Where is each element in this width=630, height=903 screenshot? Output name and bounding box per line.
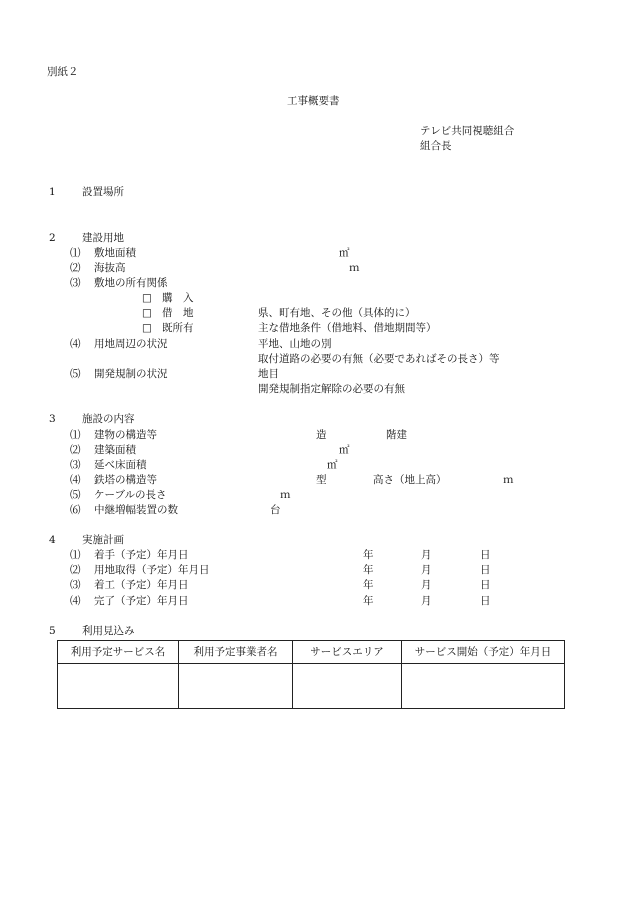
s4-item-2-label: 用地取得（予定）年月日 (94, 564, 210, 576)
checkbox-lease[interactable]: □ (142, 307, 152, 319)
s3-item-1-number: ⑴ (70, 429, 81, 441)
attachment-label: 別紙２ (47, 66, 79, 78)
s3-item-5-unit: ｍ (280, 489, 291, 501)
s3-item-3-unit: ㎡ (327, 459, 338, 471)
ownership-lease-note: 県、町有地、その他（具体的に） (258, 307, 416, 319)
s2-item-5-note-1: 地目 (258, 368, 279, 380)
s2-item-3-number: ⑶ (70, 277, 81, 289)
section-1-number: 1 (49, 186, 56, 198)
checkbox-purchase[interactable]: □ (142, 292, 152, 304)
s2-item-3-label: 敷地の所有関係 (94, 277, 168, 289)
s2-item-2-label: 海抜高 (94, 262, 126, 274)
s2-item-5-label: 開発規制の状況 (94, 368, 168, 380)
s3-item-2-unit: ㎡ (339, 444, 350, 456)
s4-item-3-number: ⑶ (70, 579, 81, 591)
usage-table-cell-start-date[interactable] (402, 664, 565, 709)
s4-item-4-number: ⑷ (70, 595, 81, 607)
usage-table (57, 640, 565, 709)
usage-table-cell-operator-name[interactable] (179, 664, 293, 709)
s3-item-2-label: 建築面積 (94, 444, 136, 456)
applicant-title: 組合長 (420, 140, 452, 152)
s4-item-2-number: ⑵ (70, 564, 81, 576)
ownership-owned-label: 既所有 (162, 322, 194, 334)
section-2-number: 2 (49, 232, 56, 244)
section-4-heading: 実施計画 (82, 534, 124, 546)
s4-item-4-day: 日 (480, 595, 491, 607)
usage-table-header-row (58, 641, 565, 664)
s2-item-4-note-2: 取付道路の必要の有無（必要であればその長さ）等 (258, 353, 500, 365)
section-4-number: 4 (49, 534, 56, 546)
s4-item-4-label: 完了（予定）年月日 (94, 595, 189, 607)
usage-table-row (58, 664, 565, 709)
s3-item-4-unit-c: ｍ (503, 474, 514, 486)
s3-item-1-unit-b: 階建 (386, 429, 407, 441)
s4-item-4-year: 年 (363, 595, 374, 607)
s4-item-2-day: 日 (480, 564, 491, 576)
ownership-lease-label: 借 地 (162, 307, 194, 319)
applicant-name: テレビ共同視聴組合 (420, 125, 515, 137)
s3-item-4-label: 鉄塔の構造等 (94, 474, 157, 486)
s4-item-4-month: 月 (421, 595, 432, 607)
s4-item-2-year: 年 (363, 564, 374, 576)
ownership-owned-note: 主な借地条件（借地料、借地期間等） (258, 322, 437, 334)
s2-item-2-unit: ｍ (349, 262, 360, 274)
checkbox-owned[interactable]: □ (142, 322, 152, 334)
s3-item-6-number: ⑹ (70, 504, 81, 516)
usage-table-header-start-date: サービス開始（予定）年月日 (402, 641, 565, 664)
section-1-heading: 設置場所 (82, 186, 124, 198)
document-title: 工事概要書 (287, 95, 340, 107)
s3-item-6-unit: 台 (270, 504, 281, 516)
section-3-number: 3 (49, 413, 56, 425)
s4-item-3-label: 着工（予定）年月日 (94, 579, 189, 591)
section-5-number: 5 (49, 625, 56, 637)
usage-table-header-operator-name: 利用予定事業者名 (179, 641, 293, 664)
section-2-heading: 建設用地 (82, 232, 124, 244)
s2-item-5-number: ⑸ (70, 368, 81, 380)
s2-item-1-unit: ㎡ (339, 247, 350, 259)
s4-item-3-month: 月 (421, 579, 432, 591)
section-3-heading: 施設の内容 (82, 413, 135, 425)
s3-item-1-unit-a: 造 (316, 429, 327, 441)
s3-item-4-unit-a: 型 (316, 474, 327, 486)
section-5-heading: 利用見込み (82, 625, 135, 637)
s4-item-3-day: 日 (480, 579, 491, 591)
s4-item-1-day: 日 (480, 549, 491, 561)
s4-item-3-year: 年 (363, 579, 374, 591)
s2-item-1-label: 敷地面積 (94, 247, 136, 259)
s3-item-4-number: ⑷ (70, 474, 81, 486)
s3-item-1-label: 建物の構造等 (94, 429, 157, 441)
s2-item-2-number: ⑵ (70, 262, 81, 274)
usage-table-cell-service-name[interactable] (58, 664, 179, 709)
usage-table-header-service-area: サービスエリア (293, 641, 402, 664)
s3-item-6-label: 中継増幅装置の数 (94, 504, 178, 516)
s2-item-1-number: ⑴ (70, 247, 81, 259)
s3-item-4-unit-b: 高さ（地上高） (373, 474, 447, 486)
s3-item-5-label: ケーブルの長さ (94, 489, 167, 501)
s4-item-2-month: 月 (421, 564, 432, 576)
ownership-purchase-label: 購 入 (162, 292, 194, 304)
s3-item-3-label: 延べ床面積 (94, 459, 147, 471)
usage-table-cell-service-area[interactable] (293, 664, 402, 709)
s4-item-1-number: ⑴ (70, 549, 81, 561)
s2-item-4-label: 用地周辺の状況 (94, 338, 168, 350)
s2-item-4-note-1: 平地、山地の別 (258, 338, 332, 350)
s3-item-3-number: ⑶ (70, 459, 81, 471)
s3-item-2-number: ⑵ (70, 444, 81, 456)
s4-item-1-year: 年 (363, 549, 374, 561)
s2-item-5-note-2: 開発規制指定解除の必要の有無 (258, 383, 405, 395)
s3-item-5-number: ⑸ (70, 489, 81, 501)
s4-item-1-month: 月 (421, 549, 432, 561)
usage-table-header-service-name: 利用予定サービス名 (58, 641, 179, 664)
s2-item-4-number: ⑷ (70, 338, 81, 350)
s4-item-1-label: 着手（予定）年月日 (94, 549, 189, 561)
